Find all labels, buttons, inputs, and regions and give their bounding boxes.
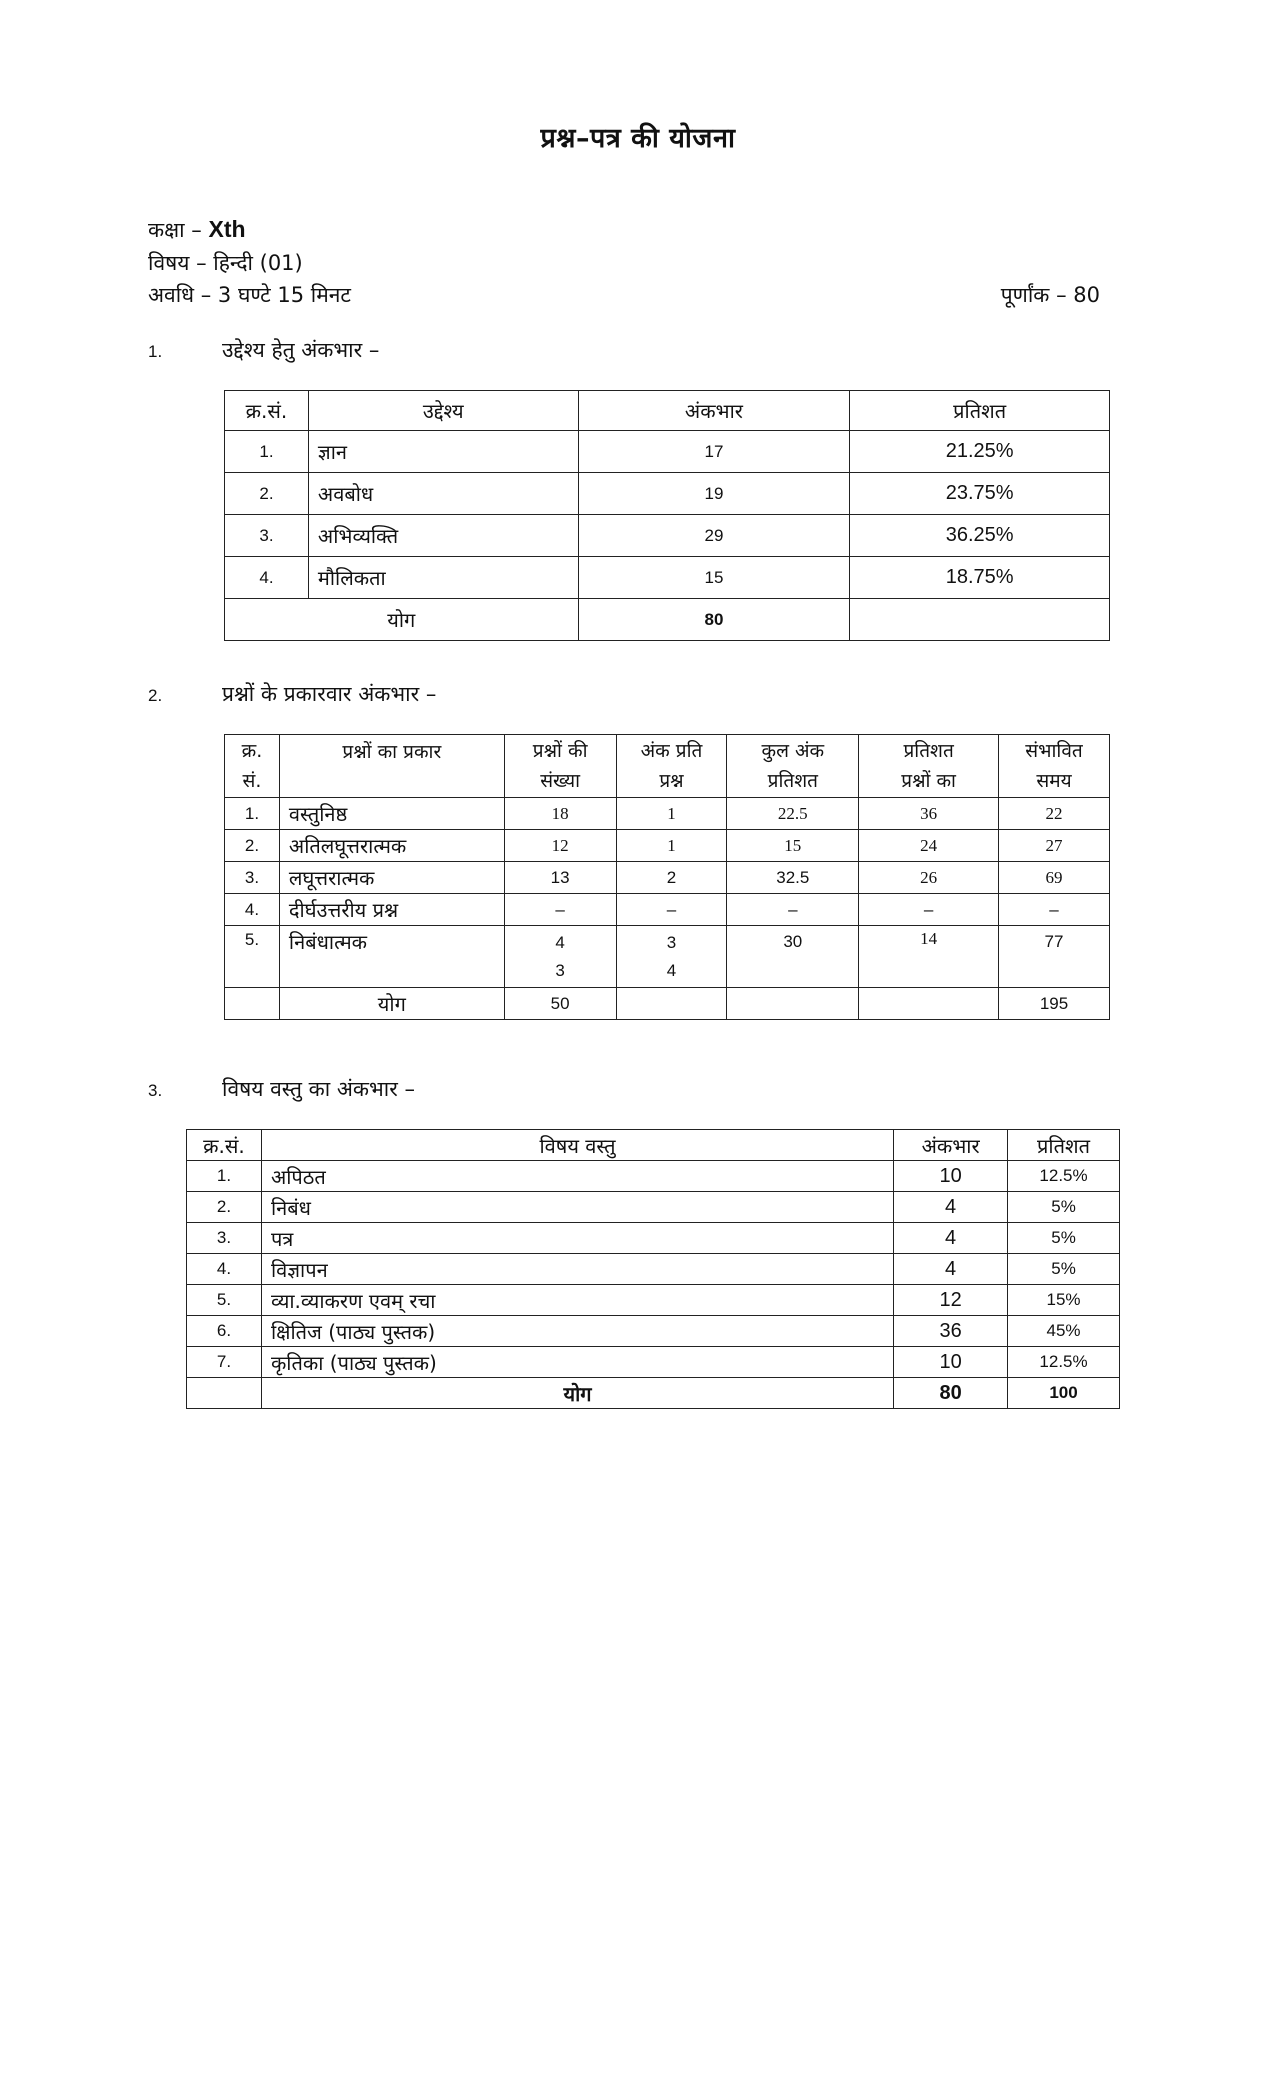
table-row — [187, 1285, 1120, 1316]
header-cell: प्रतिशत — [850, 391, 1110, 431]
section2-heading — [148, 680, 436, 708]
total-marks-cell: 80 — [894, 1378, 1008, 1409]
marks-cell: 4 — [894, 1192, 1008, 1223]
header-cell: उद्देश्य — [308, 391, 578, 431]
table-row — [225, 473, 1110, 515]
marks-per-question-cell: 1 — [616, 798, 727, 830]
section1-number: 1. — [148, 342, 163, 361]
marks-per-question-cell: 2 — [616, 862, 727, 894]
section2-number: 2. — [148, 686, 163, 705]
marks-cell: 15 — [578, 557, 850, 599]
content-cell: पत्र — [261, 1223, 893, 1254]
question-type-table — [224, 734, 1110, 1020]
table-row — [225, 431, 1110, 473]
marks-cell: 4 — [894, 1223, 1008, 1254]
section1-title: उद्देश्य हेतु अंकभार – — [222, 338, 380, 362]
table-header-row — [187, 1130, 1120, 1161]
table-row — [225, 830, 1110, 862]
empty-cell — [225, 988, 280, 1020]
time-cell: 27 — [999, 830, 1110, 862]
serial-cell: 7. — [187, 1347, 262, 1378]
serial-cell: 2. — [225, 473, 309, 515]
type-cell: लघूत्तरात्मक — [279, 862, 504, 894]
question-percent-cell: 26 — [859, 862, 999, 894]
serial-cell: 3. — [187, 1223, 262, 1254]
percent-cell: 12.5% — [1008, 1161, 1120, 1192]
marks-cell: 17 — [578, 431, 850, 473]
header-cell: क्र.सं. — [187, 1130, 262, 1161]
serial-cell: 1. — [225, 798, 280, 830]
time-cell: 22 — [999, 798, 1110, 830]
objective-table — [224, 390, 1110, 641]
total-marks: पूर्णांक – 80 — [1000, 283, 1100, 307]
header-cell: प्रश्नों का प्रकार — [279, 735, 504, 798]
serial-cell: 3. — [225, 515, 309, 557]
objective-cell: ज्ञान — [308, 431, 578, 473]
marks-per-question-cell: – — [616, 894, 727, 926]
percent-cell: 5% — [1008, 1223, 1120, 1254]
percent-cell: 18.75% — [850, 557, 1110, 599]
header-cell: क्र. सं. — [225, 735, 280, 798]
total-time-cell: 195 — [999, 988, 1110, 1020]
table-row — [225, 515, 1110, 557]
section3-heading — [148, 1075, 415, 1103]
content-cell: व्या.व्याकरण एवम् रचा — [261, 1285, 893, 1316]
marks-per-question-cell: 1 — [616, 830, 727, 862]
empty-cell — [850, 599, 1110, 641]
serial-cell: 4. — [187, 1254, 262, 1285]
header-cell: अंकभार — [894, 1130, 1008, 1161]
marks-cell: 10 — [894, 1161, 1008, 1192]
percent-cell: 5% — [1008, 1254, 1120, 1285]
total-label: योग — [279, 988, 504, 1020]
table-row — [187, 1254, 1120, 1285]
content-cell: क्षितिज (पाठ्य पुस्तक) — [261, 1316, 893, 1347]
question-percent-cell: – — [859, 894, 999, 926]
section1-heading — [148, 336, 379, 364]
table-row — [187, 1223, 1120, 1254]
table-total-row — [225, 988, 1110, 1020]
serial-cell: 4. — [225, 894, 280, 926]
content-cell: निबंध — [261, 1192, 893, 1223]
percent-cell: 45% — [1008, 1316, 1120, 1347]
section3-title: विषय वस्तु का अंकभार – — [222, 1077, 415, 1101]
total-percent-cell: 30 — [727, 926, 859, 988]
table-row — [225, 926, 1110, 988]
time-cell: 77 — [999, 926, 1110, 988]
serial-cell: 3. — [225, 862, 280, 894]
section2-title: प्रश्नों के प्रकारवार अंकभार – — [222, 682, 437, 706]
header-cell: संभावित समय — [999, 735, 1110, 798]
objective-cell: अभिव्यक्ति — [308, 515, 578, 557]
question-percent-cell: 36 — [859, 798, 999, 830]
total-percent-cell: 22.5 — [727, 798, 859, 830]
table-row — [225, 862, 1110, 894]
header-cell: विषय वस्तु — [261, 1130, 893, 1161]
marks-cell: 36 — [894, 1316, 1008, 1347]
type-cell: दीर्घउत्तरीय प्रश्न — [279, 894, 504, 926]
table-row — [225, 798, 1110, 830]
percent-cell: 15% — [1008, 1285, 1120, 1316]
count-cell: 4 3 — [504, 926, 616, 988]
table-row — [187, 1347, 1120, 1378]
question-percent-cell: 14 — [859, 926, 999, 988]
time-cell: – — [999, 894, 1110, 926]
marks-cell: 4 — [894, 1254, 1008, 1285]
header-cell: क्र.सं. — [225, 391, 309, 431]
type-cell: निबंधात्मक — [279, 926, 504, 988]
total-percent-cell: 100 — [1008, 1378, 1120, 1409]
count-cell: 18 — [504, 798, 616, 830]
empty-cell — [616, 988, 727, 1020]
percent-cell: 36.25% — [850, 515, 1110, 557]
count-cell: – — [504, 894, 616, 926]
objective-cell: अवबोध — [308, 473, 578, 515]
total-label: योग — [261, 1378, 893, 1409]
header-cell: अंक प्रति प्रश्न — [616, 735, 727, 798]
header-cell: प्रश्नों की संख्या — [504, 735, 616, 798]
serial-cell: 5. — [225, 926, 280, 988]
header-cell: प्रतिशत — [1008, 1130, 1120, 1161]
content-cell: अपिठत — [261, 1161, 893, 1192]
header-cell: प्रतिशत प्रश्नों का — [859, 735, 999, 798]
subject-line: विषय – हिन्दी (01) — [148, 251, 303, 275]
table-row — [187, 1316, 1120, 1347]
objective-cell: मौलिकता — [308, 557, 578, 599]
percent-cell: 21.25% — [850, 431, 1110, 473]
class-label: कक्षा – — [148, 218, 202, 242]
class-line — [148, 216, 246, 244]
marks-cell: 29 — [578, 515, 850, 557]
serial-cell: 2. — [187, 1192, 262, 1223]
serial-cell: 1. — [225, 431, 309, 473]
serial-cell: 1. — [187, 1161, 262, 1192]
total-percent-cell: – — [727, 894, 859, 926]
marks-per-question-cell: 3 4 — [616, 926, 727, 988]
percent-cell: 5% — [1008, 1192, 1120, 1223]
total-percent-cell: 32.5 — [727, 862, 859, 894]
total-marks-cell: 80 — [578, 599, 850, 641]
page-title: प्रश्न–पत्र की योजना — [540, 123, 736, 154]
total-label: योग — [225, 599, 579, 641]
question-percent-cell: 24 — [859, 830, 999, 862]
marks-cell: 10 — [894, 1347, 1008, 1378]
empty-cell — [727, 988, 859, 1020]
table-row — [225, 894, 1110, 926]
serial-cell: 4. — [225, 557, 309, 599]
section3-number: 3. — [148, 1081, 163, 1100]
table-row — [187, 1192, 1120, 1223]
serial-cell: 6. — [187, 1316, 262, 1347]
table-row — [225, 557, 1110, 599]
table-total-row — [187, 1378, 1120, 1409]
header-cell: अंकभार — [578, 391, 850, 431]
marks-cell: 12 — [894, 1285, 1008, 1316]
type-cell: वस्तुनिष्ठ — [279, 798, 504, 830]
empty-cell — [859, 988, 999, 1020]
total-count-cell: 50 — [504, 988, 616, 1020]
total-percent-cell: 15 — [727, 830, 859, 862]
marks-cell: 19 — [578, 473, 850, 515]
table-row — [187, 1161, 1120, 1192]
empty-cell — [187, 1378, 262, 1409]
duration-line: अवधि – 3 घण्टे 15 मिनट — [148, 283, 352, 307]
time-cell: 69 — [999, 862, 1110, 894]
percent-cell: 12.5% — [1008, 1347, 1120, 1378]
table-total-row — [225, 599, 1110, 641]
table-header-row — [225, 391, 1110, 431]
content-weightage-table — [186, 1129, 1120, 1409]
table-header-row — [225, 735, 1110, 798]
serial-cell: 5. — [187, 1285, 262, 1316]
content-cell: कृतिका (पाठ्य पुस्तक) — [261, 1347, 893, 1378]
type-cell: अतिलघूत्तरात्मक — [279, 830, 504, 862]
content-cell: विज्ञापन — [261, 1254, 893, 1285]
serial-cell: 2. — [225, 830, 280, 862]
count-cell: 12 — [504, 830, 616, 862]
class-value: Xth — [208, 216, 246, 242]
count-cell: 13 — [504, 862, 616, 894]
percent-cell: 23.75% — [850, 473, 1110, 515]
header-cell: कुल अंक प्रतिशत — [727, 735, 859, 798]
